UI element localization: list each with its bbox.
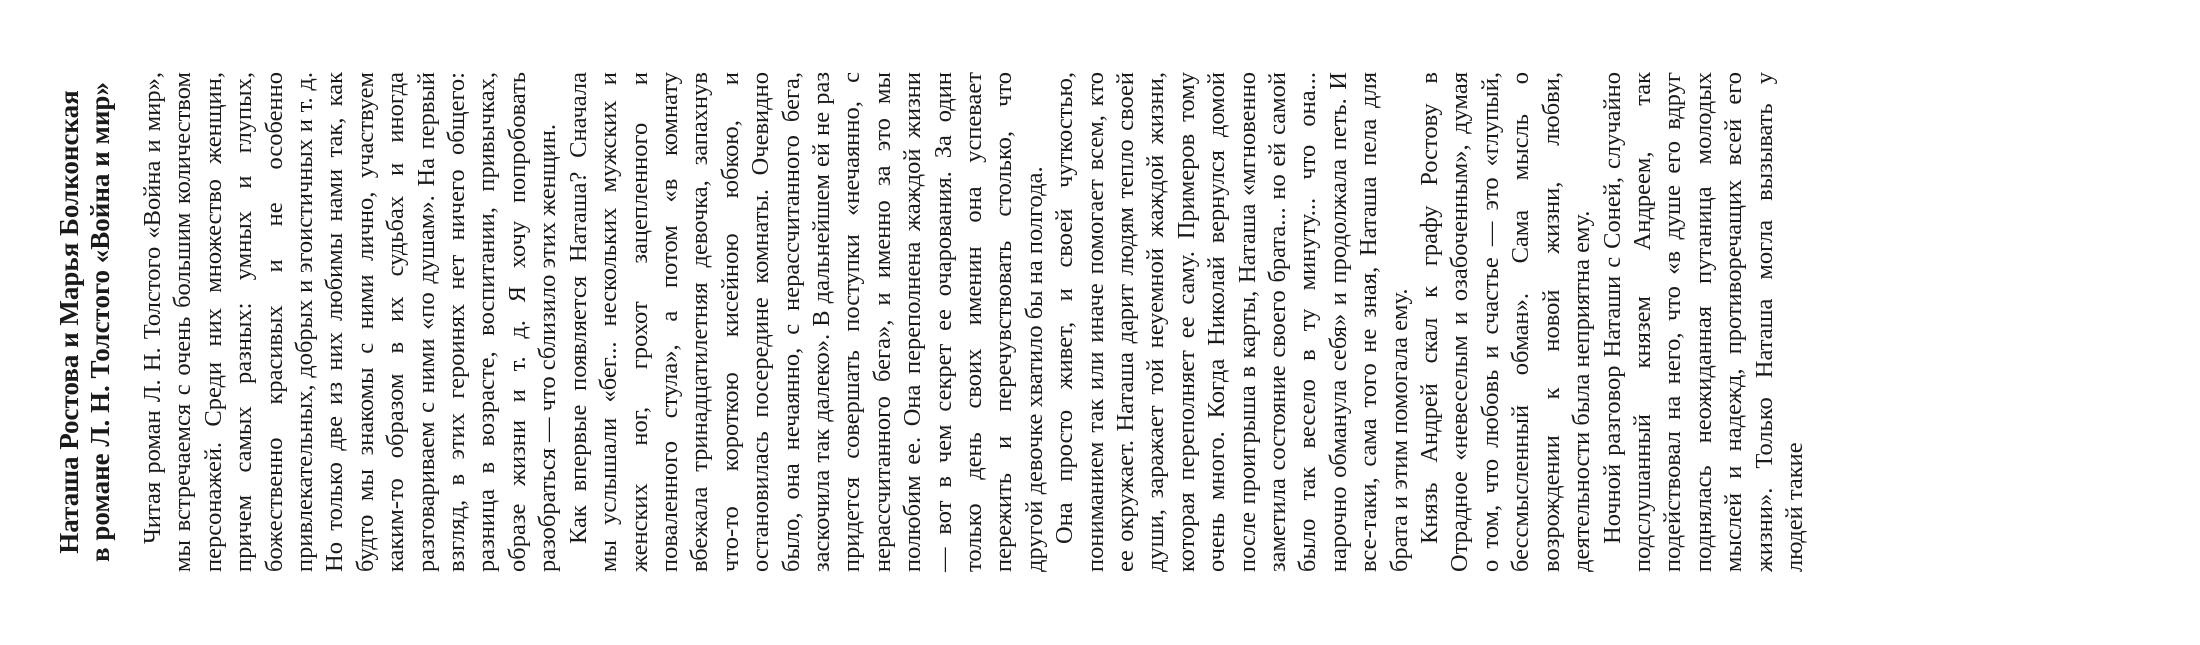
paragraph-5: Ночной разговор Наташи с Соней, случайно подслушанный князем Андреем, так подействовал на него, что «в душе его вдруг поднялась неожиданная путаница молодых мыслей и надежд, противоречащих всей его жизни». Только Наташа могла вызывать у людей такие (1598, 72, 1808, 572)
paragraph-1: Читая роман Л. Н. Толстого «Война и мир», мы встречаемся с очень большим количеством персонажей. Среди них множество женщин, причем самых разных: умных и глупых, божественно красивых и не особенно привлекательных, добрых и эгоистичных и т. д. Но только две из них любимы нами так, как будто мы знакомы с ними лично, участвуем каким-то образом в их судьбах и иногда разговариваем с ними «по душам». На первый взгляд, в этих героинях нет ничего общего: разница в возрасте, воспитании, привычках, образе жизни и т. д. Я хочу попробовать разобраться — что сблизило этих женщин. (139, 72, 562, 572)
paragraph-3: Она просто живет, и своей чуткостью, пониманием так или иначе помогает всем, кто ее окружает. Наташа дарит людям тепло своей души, заражает той неуемной жаждой жизни, которая переполняет ее саму. Примеров тому очень много. Когда Николай вернулся домой после проигрыша в карты, Наташа «мгновенно заметила состояние своего брата... но ей самой было так весело в ту минуту... что она... нарочно обманула себя» и продолжала петь. И все-таки, сама того не зная, Наташа пела для брата и этим помогала ему. (1051, 72, 1413, 572)
title-line-2: в романе Л. Н. Толстого «Война и мир» (85, 82, 115, 562)
article-title (54, 72, 116, 572)
title-line-1: Наташа Ростова и Марья Болконская (54, 90, 84, 554)
paragraph-2: Как впервые появляется Наташа? Сначала мы услышали «бег... нескольких мужских и женских ног, грохот зацепленного и поваленного стула», а потом «в комнату вбежала тринадцатилетняя девочка, запахнув что-то короткою кисейною юбкою, и остановилась посередине комнаты. Очевидно было, она нечаянно, с нерассчитанного бега, заскочила так далеко». В дальнейшем ей не раз придется совершать поступки «нечаянно, с нерассчитанного бега», и именно за это мы полюбим ее. Она переполнена жаждой жизни — вот в чем секрет ее очарования. За один только день своих именин она успевает пережить и перечувствовать столько, что другой девочке хватило бы на полгода. (564, 72, 1048, 572)
rotated-text-block (20, 42, 2180, 602)
article (20, 42, 2180, 602)
paragraph-4: Князь Андрей скал к графу Ростову в Отрадное «невеселым и озабоченным», думая о том, что любовь и счастье — это «глупый, бессмысленный обман». Сама мысль о возрождении к новой жизни, любви, деятельности была неприятна ему. (1416, 72, 1596, 572)
